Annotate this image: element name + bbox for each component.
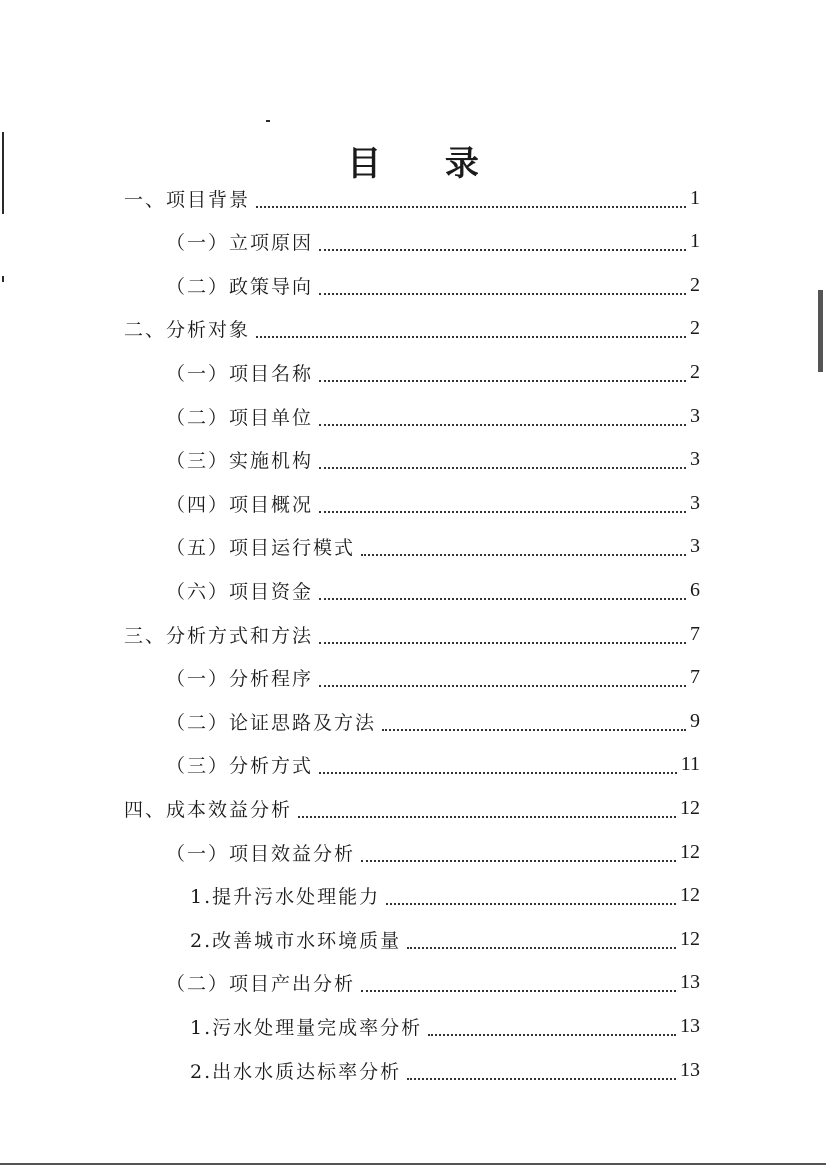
toc-page-number: 2	[690, 317, 700, 340]
toc-page-number: 1	[690, 230, 700, 253]
toc-entry-label: （二）论证思路及方法	[166, 711, 377, 734]
toc-page-number: 9	[690, 709, 700, 732]
toc-page-number: 3	[690, 404, 700, 427]
toc-dot-leader	[382, 728, 686, 731]
toc-dot-leader	[319, 466, 686, 469]
toc-entry-label: （一）立项原因	[166, 232, 314, 255]
toc-dot-leader	[319, 641, 686, 644]
toc-dot-leader	[319, 684, 686, 687]
toc-page-number: 2	[690, 273, 700, 296]
toc-page-number: 2	[690, 360, 700, 383]
toc-entry-label: 1.污水处理量完成率分析	[190, 1016, 423, 1039]
toc-entry[interactable]	[166, 745, 700, 785]
toc-entry[interactable]	[166, 265, 700, 305]
toc-entry-label: （一）分析程序	[166, 668, 314, 691]
toc-entry-label: （六）项目资金	[166, 580, 314, 603]
toc-entry-label: （二）项目产出分析	[166, 973, 356, 996]
toc-dot-leader	[319, 248, 686, 251]
toc-page-number: 3	[690, 448, 700, 471]
toc-entry-label: 2.出水水质达标率分析	[190, 1060, 402, 1083]
toc-entry-label: （一）项目效益分析	[166, 842, 356, 865]
toc-dot-leader	[428, 1033, 676, 1036]
toc-dot-leader	[256, 335, 686, 338]
toc-dot-leader	[319, 379, 686, 382]
toc-dot-leader	[319, 292, 686, 295]
bottom-rule	[0, 1163, 826, 1165]
toc-page-number: 7	[690, 666, 700, 689]
scan-artifact-left-small	[2, 276, 4, 282]
toc-entry-label: （三）分析方式	[166, 755, 314, 778]
toc-entry[interactable]	[166, 658, 700, 698]
toc-page-number: 3	[690, 535, 700, 558]
toc-entry-label: （二）政策导向	[166, 275, 314, 298]
toc-entry[interactable]	[166, 352, 700, 392]
toc-dot-leader	[256, 205, 686, 208]
toc-entry-label: （一）项目名称	[166, 362, 314, 385]
toc-entry[interactable]	[166, 570, 700, 610]
scan-artifact-right	[818, 290, 823, 372]
toc-entry[interactable]	[166, 963, 700, 1003]
toc-entry-label: 二、分析对象	[124, 319, 251, 342]
scan-artifact-top	[266, 120, 270, 122]
toc-page-number: 3	[690, 491, 700, 514]
toc-dot-leader	[407, 1077, 676, 1080]
toc-entry[interactable]	[166, 832, 700, 872]
toc-entry[interactable]	[166, 701, 700, 741]
toc-entry-label: 1.提升污水处理能力	[190, 886, 381, 909]
toc-page-number: 12	[680, 796, 700, 819]
toc-page-number: 6	[690, 578, 700, 601]
toc-entry[interactable]	[124, 788, 700, 828]
toc-dot-leader	[361, 859, 676, 862]
toc-entry[interactable]	[190, 1006, 700, 1046]
toc-dot-leader	[386, 902, 676, 905]
toc-dot-leader	[319, 771, 677, 774]
toc-entry[interactable]	[190, 1050, 700, 1090]
toc-page-number: 13	[680, 971, 700, 994]
toc-entry-label: 三、分析方式和方法	[124, 624, 314, 647]
toc-entry[interactable]	[166, 527, 700, 567]
toc-entry-label: 2.改善城市水环境质量	[190, 929, 402, 952]
toc-entry-label: 四、成本效益分析	[124, 798, 293, 821]
toc-entry-label: （三）实施机构	[166, 450, 314, 473]
toc-page-number: 12	[680, 884, 700, 907]
toc-entry[interactable]	[190, 919, 700, 959]
toc-entry[interactable]	[124, 178, 700, 218]
toc-entry[interactable]	[166, 483, 700, 523]
toc-page-number: 1	[690, 186, 700, 209]
toc-page-number: 7	[690, 622, 700, 645]
toc-dot-leader	[361, 553, 686, 556]
toc-entry[interactable]	[166, 440, 700, 480]
toc-dot-leader	[361, 989, 676, 992]
toc-entry-label: （五）项目运行模式	[166, 537, 356, 560]
toc-page-number: 12	[680, 840, 700, 863]
toc-page-number: 11	[680, 753, 700, 776]
toc-entry-label: 一、项目背景	[124, 188, 251, 211]
toc-entry[interactable]	[124, 614, 700, 654]
toc-page-number: 12	[680, 927, 700, 950]
toc-page-number: 13	[680, 1058, 700, 1081]
toc-dot-leader	[319, 510, 686, 513]
toc-entry[interactable]	[190, 876, 700, 916]
toc-dot-leader	[407, 946, 676, 949]
toc-entry[interactable]	[166, 222, 700, 262]
page-title: 目 录	[347, 143, 505, 184]
toc-entry-label: （二）项目单位	[166, 406, 314, 429]
toc-dot-leader	[298, 815, 676, 818]
toc-dot-leader	[319, 423, 686, 426]
toc-entry[interactable]	[124, 309, 700, 349]
toc-entry-label: （四）项目概况	[166, 493, 314, 516]
toc-page-number: 13	[680, 1014, 700, 1037]
toc-entry[interactable]	[166, 396, 700, 436]
toc-dot-leader	[319, 597, 686, 600]
